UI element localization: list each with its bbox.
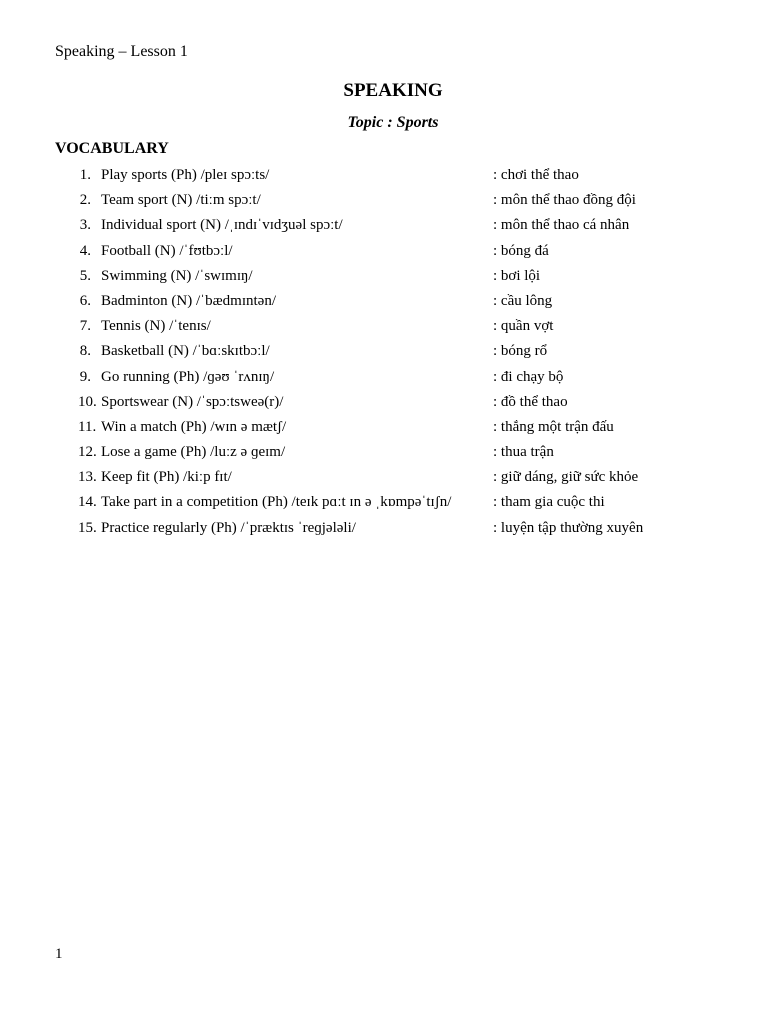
vocab-term: Go running (Ph) /ɡəʊ ˈrʌnɪŋ/	[101, 368, 275, 385]
vocab-meaning: : quần vợt	[493, 318, 554, 335]
vocab-number: 6.	[79, 292, 91, 309]
vocab-number: 15.	[78, 519, 97, 536]
vocab-item	[0, 392, 768, 417]
vocab-number: 9.	[79, 368, 91, 385]
vocab-meaning: : bơi lội	[493, 267, 541, 284]
vocab-item	[0, 442, 768, 467]
vocab-term: Lose a game (Ph) /luːz ə ɡeɪm/	[101, 444, 286, 461]
vocab-meaning: : tham gia cuộc thi	[493, 494, 605, 511]
vocab-number: 2.	[79, 192, 91, 209]
vocab-term: Individual sport (N) /ˌɪndɪˈvɪdʒuəl spɔːt/	[101, 217, 343, 234]
vocab-term: Basketball (N) /ˈbɑːskɪtbɔːl/	[101, 343, 270, 360]
vocab-meaning: : giữ dáng, giữ sức khỏe	[493, 469, 639, 486]
vocab-term: Keep fit (Ph) /kiːp fɪt/	[101, 469, 232, 486]
vocab-number: 10.	[78, 393, 97, 410]
vocab-item	[0, 341, 768, 366]
vocab-item	[0, 266, 768, 291]
vocab-term: Win a match (Ph) /wɪn ə mætʃ/	[101, 418, 287, 435]
vocab-meaning: : thua trận	[493, 444, 554, 461]
vocabulary-heading: VOCABULARY	[55, 140, 169, 157]
vocab-item	[0, 518, 768, 543]
vocab-number: 13.	[78, 469, 97, 486]
page-title: SPEAKING	[343, 80, 443, 101]
vocab-term: Team sport (N) /tiːm spɔːt/	[101, 192, 261, 209]
vocab-term: Football (N) /ˈfʊtbɔːl/	[101, 242, 233, 259]
running-header: Speaking – Lesson 1	[55, 43, 188, 60]
page-number: 1	[55, 946, 63, 962]
vocab-item	[0, 417, 768, 442]
vocab-meaning: : môn thể thao đồng đội	[493, 192, 636, 209]
vocab-number: 11.	[78, 418, 97, 435]
vocab-meaning: : thắng một trận đấu	[493, 418, 614, 435]
vocab-term: Badminton (N) /ˈbædmɪntən/	[101, 292, 276, 309]
vocab-meaning: : bóng rổ	[493, 343, 548, 360]
vocab-item	[0, 215, 768, 240]
topic-line: Topic : Sports	[347, 114, 439, 131]
vocab-term: Practice regularly (Ph) /ˈpræktɪs ˈreɡjələli/	[101, 519, 356, 536]
vocab-term: Sportswear (N) /ˈspɔːtsweə(r)/	[101, 393, 284, 410]
vocab-meaning: : bóng đá	[493, 242, 549, 259]
vocab-number: 7.	[79, 318, 91, 335]
vocab-meaning: : cầu lông	[493, 292, 553, 309]
vocab-item	[0, 467, 768, 492]
vocab-number: 12.	[78, 444, 97, 461]
vocab-number: 14.	[78, 494, 97, 511]
vocab-number: 1.	[79, 167, 91, 183]
vocab-item	[0, 165, 768, 190]
vocab-number: 5.	[79, 267, 91, 284]
vocab-item	[0, 316, 768, 341]
vocab-meaning: : đi chạy bộ	[493, 368, 564, 385]
vocab-number: 3.	[79, 217, 91, 234]
vocab-meaning: : luyện tập thường xuyên	[493, 519, 644, 536]
vocab-term: Take part in a competition (Ph) /teɪk pɑːt ɪn ə ˌkɒmpəˈtɪʃn/	[101, 494, 452, 511]
vocab-item	[0, 492, 768, 517]
vocab-meaning: : môn thể thao cá nhân	[493, 217, 630, 234]
vocabulary-list	[0, 165, 768, 543]
vocab-term: Swimming (N) /ˈswɪmɪŋ/	[101, 267, 253, 284]
vocab-item	[0, 190, 768, 215]
vocab-meaning: : chơi thể thao	[493, 167, 579, 183]
vocab-item	[0, 241, 768, 266]
vocab-term: Play sports (Ph) /pleɪ spɔːts/	[101, 167, 270, 183]
vocab-number: 8.	[79, 343, 91, 360]
vocab-term: Tennis (N) /ˈtenɪs/	[101, 318, 211, 335]
vocab-item	[0, 367, 768, 392]
vocab-item	[0, 291, 768, 316]
vocab-meaning: : đồ thể thao	[493, 393, 568, 410]
vocab-number: 4.	[79, 242, 91, 259]
